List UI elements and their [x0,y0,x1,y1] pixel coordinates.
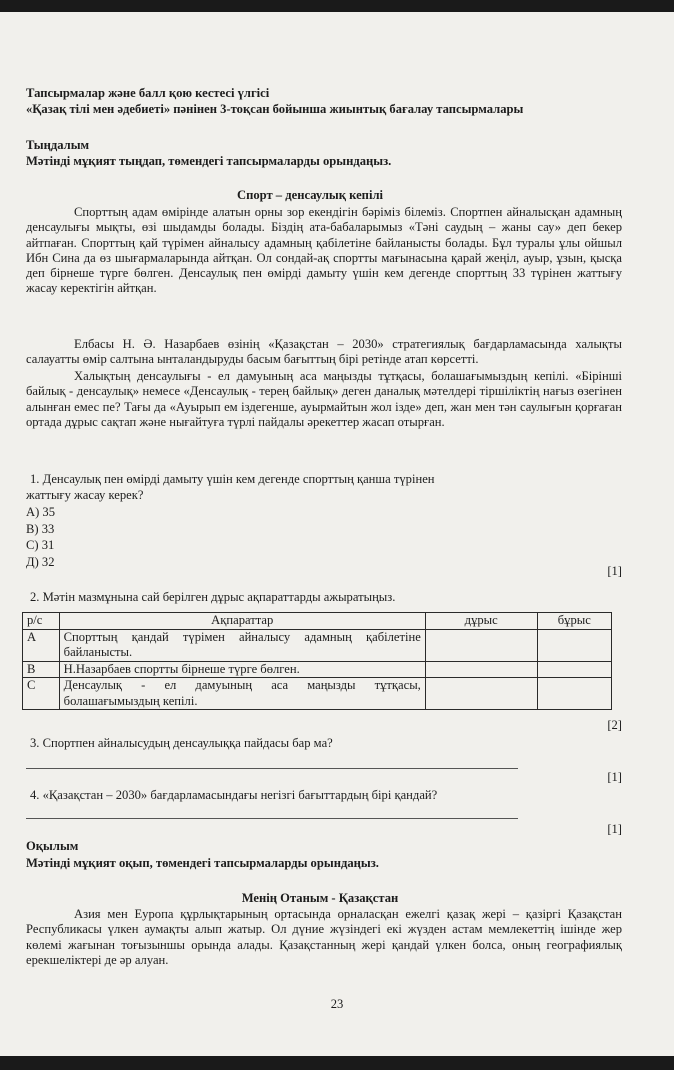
header-title: Тапсырмалар және балл қою кестесі үлгісі [26,86,270,100]
header-subtitle: «Қазақ тілі мен әдебиеті» пәнінен 3-тоқсан бойынша жиынтық бағалау тапсырмалары [26,102,524,116]
reading-instruction: Мәтінді мұқият оқып, төмендегі тапсырмаларды орындаңыз. [26,856,379,870]
table-row [23,629,612,661]
answer-cell-true[interactable] [425,629,537,661]
answer-line-4[interactable] [26,818,518,819]
reading-section-title: Оқылым [26,839,79,853]
document-page [0,12,674,1056]
option-a: А) 35 [26,505,56,519]
listening-paragraph-3: Халықтың денсаулығы - ел дамуының аса маңызды тұтқасы, болашағымыздың кепілі. «Бірінші байлық - денсаулық» немесе «Денсаулық - терең байлық» деген даналық мәтелдері тіршіліктің нағыз өзегінен алынған емес пе? Тағы да «Ауырып ем іздегенше, ауырмайтын жол ізде» деп, жан мен тән саулығын қорғаған ортада дұрыс сақтап және нығайтуға түрлі пайдалы әрекеттер жасап отырған. [26,369,622,429]
row-id: А [23,629,60,661]
question-3-mark: [1] [607,770,622,784]
question-2-mark: [2] [607,718,622,732]
column-header-information: Ақпараттар [59,613,425,630]
listening-paragraph-1: Спорттың адам өмірінде алатын орны зор екендігін бәріміз білеміз. Спортпен айналысқан адамның денсаулығы мықты, өзі шыдамды болады. Біздің ата-бабаларымыз «Тәні саудың – жаны сау» деп бекер айтпаған. Спорттың қай түрімен айналысу адамның қабілетіне байланысты болады. Бұл туралы ұлы ойшыл Ибн Сина да өз шығармаларында айтқан. Ол сондай-ақ спортты мағынасына қарай жеңіл, ауыр, ұзын, қысқа деп бірнеше түрге бөлген. Денсаулық пен өмірді дамыту үшін кем дегенде спорттың 33 түрінен жаттығу жасау керектігін айтқан. [26,205,622,296]
question-3-text: 3. Спортпен айналысудың денсаулыққа пайдасы бар ма? [30,736,333,750]
row-statement: Денсаулық - ел дамуының аса маңызды тұтқасы, болашағымыздың кепілі. [59,678,425,710]
question-4-mark: [1] [607,822,622,836]
table-row [23,661,612,678]
row-id: В [23,661,60,678]
page-number: 23 [330,997,344,1011]
answer-cell-true[interactable] [425,661,537,678]
listening-instruction: Мәтінді мұқият тыңдап, төмендегі тапсырмаларды орындаңыз. [26,154,392,168]
column-header-number: р/с [23,613,60,630]
row-id: С [23,678,60,710]
true-false-table [22,612,612,710]
answer-cell-false[interactable] [537,678,611,710]
question-1-mark: [1] [607,564,622,578]
option-b: В) 33 [26,522,55,536]
reading-paragraph: Азия мен Еуропа құрлықтарының ортасында орналасқан ежелгі қазақ жері – қазіргі Қазақстан Республикасы үлкен аумақты алып жатыр. Ол дүние жүзіндегі екі жүзден астам мемлекеттің ішінде жер көлемі жағынан тоғызыншы орында алады. Қазақстанның жері қандай үлкен болса, оның географиялық ерекшеліктері де әр алуан. [26,907,622,967]
question-4-text: 4. «Қазақстан – 2030» бағдарламасындағы негізгі бағыттардың бірі қандай? [30,788,438,802]
option-c: С) 31 [26,538,55,552]
answer-cell-false[interactable] [537,629,611,661]
reading-text-title: Менің Отаным - Қазақстан [241,891,399,905]
question-1-text-cont: жаттығу жасау керек? [26,488,144,502]
listening-paragraph-2: Елбасы Н. Ә. Назарбаев өзінің «Қазақстан – 2030» стратегиялық бағдарламасында халықты салауатты өмір салтына ынталандыруды басым бағыттың бірі ретінде атап көрсетті. [26,337,622,367]
table-row [23,678,612,710]
row-statement: Спорттың қандай түрімен айналысу адамның қабілетіне байланысты. [59,629,425,661]
answer-cell-true[interactable] [425,678,537,710]
answer-cell-false[interactable] [537,661,611,678]
table-header-row [23,613,612,630]
column-header-false: бұрыс [537,613,611,630]
listening-text-title: Спорт – денсаулық кепілі [236,188,384,202]
option-d: Д) 32 [26,555,55,569]
listening-section-title: Тыңдалым [26,138,90,152]
column-header-true: дұрыс [425,613,537,630]
question-1-text: 1. Денсаулық пен өмірді дамыту үшін кем дегенде спорттың қанша түрінен [30,472,435,486]
question-2-text: 2. Мәтін мазмұнына сай берілген дұрыс ақпараттарды ажыратыңыз. [30,590,396,604]
answer-line-3[interactable] [26,768,518,769]
row-statement: Н.Назарбаев спортты бірнеше түрге бөлген. [59,661,425,678]
